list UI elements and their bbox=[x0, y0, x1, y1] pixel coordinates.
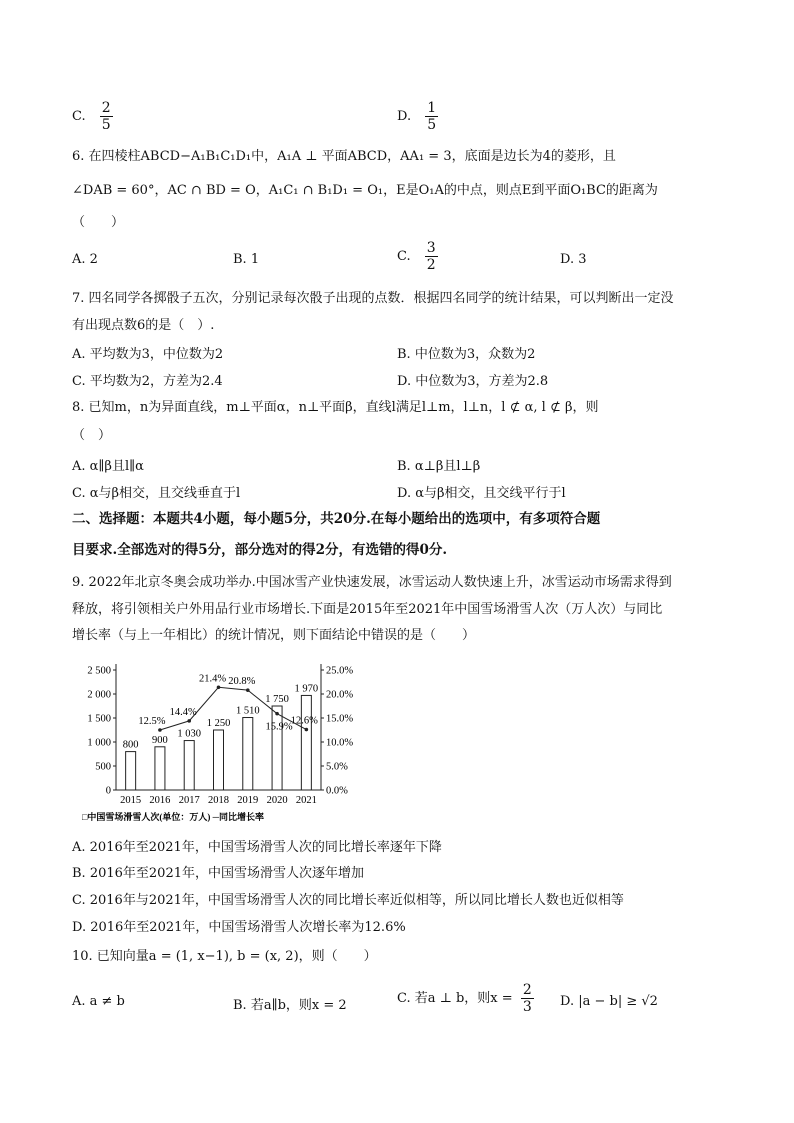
bar bbox=[243, 718, 253, 790]
y-right-tick-label: 20.0% bbox=[326, 689, 354, 701]
bar-value-label: 900 bbox=[152, 734, 168, 746]
q7-option-a[interactable]: A. 平均数为3，中位数为2 bbox=[72, 347, 224, 362]
q6-option-a[interactable]: A. 2 bbox=[72, 252, 98, 267]
y-right-tick-label: 15.0% bbox=[326, 713, 354, 725]
bar-value-label: 1 750 bbox=[265, 694, 289, 705]
bar-value-label: 1 970 bbox=[294, 683, 319, 695]
q5-d-fraction: $\frac{1}{5}$ bbox=[427, 100, 437, 133]
q9-option-b[interactable]: B. 2016年至2021年，中国雪场滑雪人次逐年增加 bbox=[72, 866, 364, 881]
bar bbox=[155, 747, 165, 790]
y-left-tick-label: 1 000 bbox=[87, 737, 111, 749]
q9-option-a[interactable]: A. 2016年至2021年，中国雪场滑雪人次的同比增长率逐年下降 bbox=[72, 840, 442, 855]
y-left-tick-label: 0 bbox=[105, 785, 111, 797]
growth-rate-label: 15.9% bbox=[265, 721, 293, 733]
growth-rate-point bbox=[275, 712, 279, 716]
growth-rate-point bbox=[217, 685, 221, 689]
q6-option-d[interactable]: D. 3 bbox=[560, 252, 587, 267]
bar-value-label: 1 250 bbox=[206, 718, 231, 729]
y-right-tick-label: 10.0% bbox=[326, 737, 354, 749]
q8-option-a[interactable]: A. α∥β且l∥α bbox=[72, 459, 144, 474]
q6-stem-line1: 6. 在四棱柱ABCD−A₁B₁C₁D₁中，A₁A ⊥ 平面ABCD，AA₁ = 3，底面是边长为4的菱形，且 bbox=[72, 149, 616, 164]
q9-stem-line1: 9. 2022年北京冬奥会成功举办.中国冰雪产业快速发展，冰雪运动人数快速上升，冰雪运动市场需求得到 bbox=[72, 575, 672, 590]
y-left-tick-label: 1 500 bbox=[87, 713, 111, 725]
bar-value-label: 1 030 bbox=[177, 728, 202, 740]
growth-rate-label: 21.4% bbox=[198, 673, 227, 685]
q5-d-label: D. bbox=[397, 109, 412, 124]
bar bbox=[272, 706, 282, 790]
section2-heading-line2: 目要求.全部选对的得5分，部分选对的得2分，有选错的得0分. bbox=[72, 542, 448, 558]
q10-c-fraction: $\frac{2}{3}$ bbox=[522, 982, 532, 1015]
q5-option-d[interactable] bbox=[397, 100, 438, 133]
q6-option-b[interactable]: B. 1 bbox=[233, 252, 260, 267]
q8-stem-line2: （ ） bbox=[72, 428, 112, 443]
q6-stem-line2: ∠DAB = 60°，AC ∩ BD = O，A₁C₁ ∩ B₁D₁ = O₁，E是O₁A的中点，则点E到平面O₁BC的距离为 bbox=[72, 183, 658, 198]
q5-c-fraction: $\frac{2}{5}$ bbox=[101, 100, 111, 133]
bar bbox=[214, 730, 224, 790]
growth-rate-point bbox=[187, 719, 191, 723]
q5-c-label: C. bbox=[72, 109, 86, 124]
q7-stem-line1: 7. 四名同学各掷骰子五次，分别记录每次骰子出现的点数．根据四名同学的统计结果，可以判断出一定没 bbox=[72, 291, 674, 306]
growth-rate-point bbox=[158, 728, 162, 732]
q9-stem-line2: 释放，将引领相关户外用品行业市场增长.下面是2015年至2021年中国雪场滑雪人次（万人次）与同比 bbox=[72, 602, 663, 617]
q10-option-a[interactable]: A. a ≠ b bbox=[72, 994, 125, 1009]
bar bbox=[184, 741, 194, 790]
y-left-tick-label: 2 500 bbox=[87, 665, 111, 677]
q7-option-b[interactable]: B. 中位数为3，众数为2 bbox=[397, 347, 536, 362]
q9-stem-line3: 增长率（与上一年相比）的统计情况，则下面结论中错误的是（ ） bbox=[72, 628, 476, 643]
chart-legend: □中国雪场滑雪人次(单位：万人) ─同比增长率 bbox=[82, 812, 265, 822]
q6-c-label: C. bbox=[397, 249, 411, 264]
q9-option-d[interactable]: D. 2016年至2021年，中国雪场滑雪人次增长率为12.6% bbox=[72, 920, 406, 935]
y-right-tick-label: 5.0% bbox=[326, 761, 348, 773]
q8-option-c[interactable]: C. α与β相交，且交线垂直于l bbox=[72, 486, 241, 501]
bar bbox=[126, 752, 136, 790]
bar-value-label: 800 bbox=[122, 739, 139, 751]
q8-option-b[interactable]: B. α⊥β且l⊥β bbox=[397, 459, 481, 474]
x-tick-label: 2020 bbox=[266, 795, 288, 806]
q9-option-c[interactable]: C. 2016年与2021年，中国雪场滑雪人次的同比增长率近似相等，所以同比增长人数也近似相等 bbox=[72, 893, 624, 908]
q10-c-label: C. 若a ⊥ b，则x = bbox=[397, 991, 513, 1006]
x-tick-label: 2018 bbox=[208, 795, 229, 806]
y-right-tick-label: 25.0% bbox=[326, 665, 354, 677]
ski-visits-chart bbox=[66, 652, 386, 832]
q8-option-d[interactable]: D. α与β相交，且交线平行于l bbox=[397, 486, 566, 501]
q6-stem-line3: （ ） bbox=[72, 215, 125, 230]
q10-option-b[interactable]: B. 若a∥b，则x = 2 bbox=[233, 998, 347, 1013]
q7-option-d[interactable]: D. 中位数为3，方差为2.8 bbox=[397, 374, 549, 389]
bar-value-label: 1 510 bbox=[235, 705, 260, 717]
q10-stem: 10. 已知向量a = (1, x−1), b = (x, 2)，则（ ） bbox=[72, 949, 377, 964]
growth-rate-label: 20.8% bbox=[228, 676, 256, 688]
q7-option-c[interactable]: C. 平均数为2，方差为2.4 bbox=[72, 374, 223, 389]
x-tick-label: 2019 bbox=[237, 795, 259, 806]
y-right-tick-label: 0.0% bbox=[326, 785, 348, 797]
bar bbox=[301, 695, 311, 790]
x-tick-label: 2021 bbox=[295, 795, 317, 806]
q5-option-c[interactable] bbox=[72, 100, 113, 133]
x-tick-label: 2017 bbox=[178, 795, 200, 806]
q7-stem-line2: 有出现点数6的是（ ）. bbox=[72, 318, 215, 333]
q10-option-c[interactable] bbox=[397, 982, 534, 1015]
q10-option-d[interactable]: D. |a − b| ≥ √2 bbox=[560, 994, 658, 1009]
section2-heading-line1: 二、选择题：本题共4小题，每小题5分，共20分.在每小题给出的选项中，有多项符合题 bbox=[72, 511, 601, 527]
x-tick-label: 2016 bbox=[149, 795, 171, 806]
q6-c-fraction: $\frac{3}{2}$ bbox=[426, 240, 436, 273]
growth-rate-label: 14.4% bbox=[169, 706, 197, 718]
y-left-tick-label: 2 000 bbox=[87, 689, 111, 701]
x-tick-label: 2015 bbox=[120, 795, 142, 806]
y-left-tick-label: 500 bbox=[95, 761, 111, 773]
growth-rate-label: 12.6% bbox=[290, 715, 318, 727]
growth-rate-label: 12.5% bbox=[138, 716, 166, 727]
growth-rate-point bbox=[305, 728, 309, 732]
growth-rate-point bbox=[246, 688, 250, 692]
q6-option-c[interactable] bbox=[397, 240, 438, 273]
q8-stem-line1: 8. 已知m，n为异面直线，m⊥平面α，n⊥平面β，直线l满足l⊥m，l⊥n，l ⊄ α, l ⊄ β，则 bbox=[72, 400, 599, 415]
